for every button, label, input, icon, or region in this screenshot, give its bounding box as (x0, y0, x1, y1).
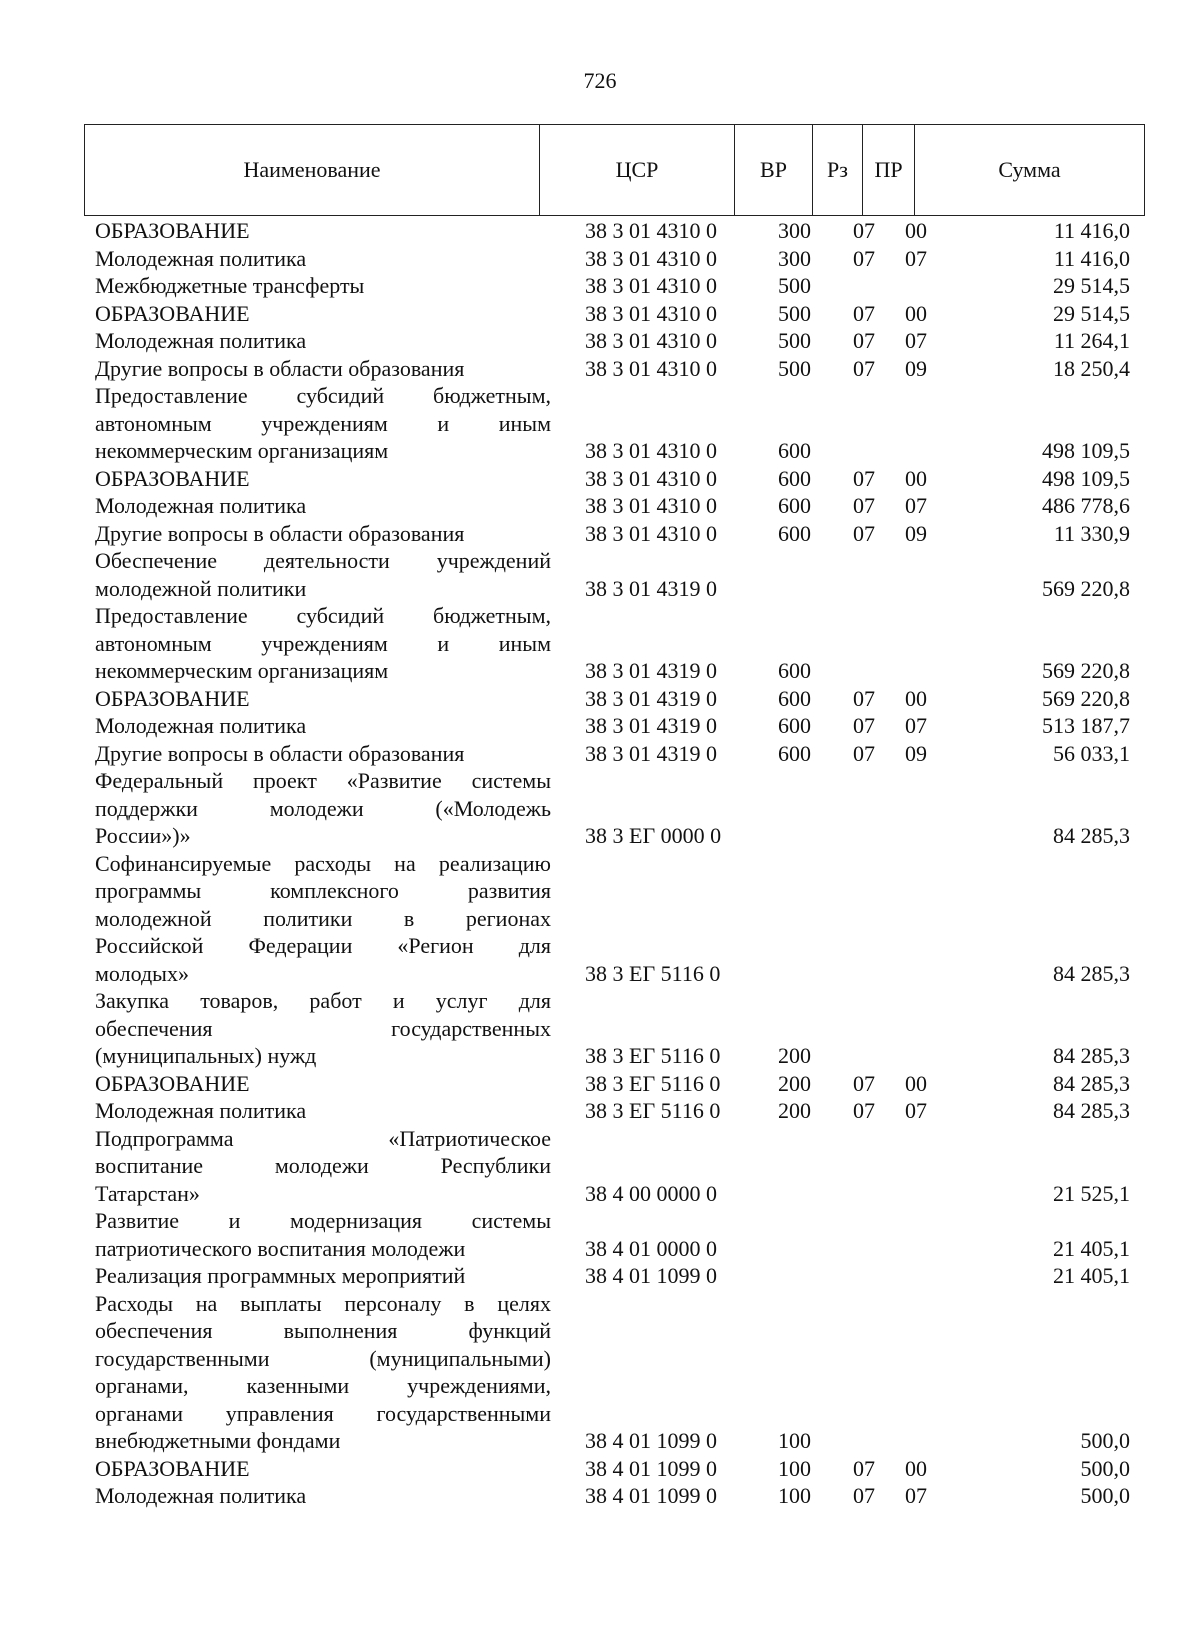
row-pr: 09 (905, 520, 927, 546)
row-name-line: Реализация программных мероприятий (95, 1263, 466, 1288)
row-name (95, 987, 551, 1070)
row-sum: 486 778,6 (1042, 493, 1130, 518)
row-name (95, 1207, 551, 1262)
row-vr: 200 (778, 1070, 811, 1096)
row-name-line: Российской Федерации «Регион для (95, 933, 551, 958)
row-csr: 38 3 01 4319 0 (585, 658, 717, 683)
row-csr: 38 4 01 1099 0 (585, 1455, 717, 1481)
table-row (0, 300, 1200, 328)
row-csr: 38 4 00 0000 0 (585, 1180, 717, 1206)
row-sum: 29 514,5 (1053, 300, 1130, 326)
row-name-line: воспитание молодежи Республики (95, 1153, 551, 1178)
row-name-line: Молодежная политика (95, 1483, 307, 1508)
row-csr: 38 3 01 4310 0 (585, 438, 717, 463)
row-pr: 00 (905, 465, 927, 491)
row-csr: 38 3 ЕГ 0000 0 (585, 823, 722, 848)
row-name (95, 1455, 551, 1483)
row-csr: 38 3 01 4310 0 (585, 245, 717, 271)
row-name-line: молодых» (95, 960, 189, 986)
row-vr: 600 (778, 520, 811, 546)
row-csr: 38 3 01 4319 0 (585, 740, 717, 766)
row-pr: 07 (905, 245, 927, 271)
row-pr: 09 (905, 355, 927, 381)
row-name-line: автономным учреждениям и иным (95, 630, 551, 656)
row-name (95, 685, 551, 713)
row-csr: 38 3 01 4310 0 (585, 328, 717, 353)
row-name-line: некоммерческим организациям (95, 658, 389, 683)
table-row (0, 1482, 1200, 1510)
row-sum: 500,0 (1080, 1428, 1130, 1453)
row-csr: 38 3 ЕГ 5116 0 (585, 1070, 721, 1096)
row-pr: 00 (905, 685, 927, 711)
row-rz: 07 (853, 520, 875, 546)
table-row (0, 520, 1200, 548)
row-vr: 300 (778, 218, 811, 243)
row-name-line: ОБРАЗОВАНИЕ (95, 300, 250, 326)
row-name-line: Подпрограмма «Патриотическое (95, 1125, 551, 1151)
row-name-line: некоммерческим организациям (95, 438, 389, 463)
row-name-line: Другие вопросы в области образования (95, 740, 465, 766)
row-name-line: ОБРАЗОВАНИЕ (95, 1455, 250, 1481)
row-name (95, 327, 551, 355)
row-csr: 38 3 ЕГ 5116 0 (585, 960, 721, 986)
row-csr: 38 3 01 4310 0 (585, 218, 717, 243)
table-row (0, 465, 1200, 493)
table-row (0, 850, 1200, 988)
row-vr: 600 (778, 658, 811, 683)
row-name (95, 850, 551, 988)
row-name-line: Межбюджетные трансферты (95, 273, 365, 298)
row-rz: 07 (853, 1098, 875, 1123)
row-pr: 07 (905, 493, 927, 518)
row-name-line: Софинансируемые расходы на реализацию (95, 850, 551, 876)
row-sum: 21 405,1 (1053, 1235, 1130, 1261)
header-rz: Рз (813, 125, 863, 216)
row-sum: 498 109,5 (1042, 438, 1130, 463)
row-sum: 56 033,1 (1053, 740, 1130, 766)
row-name-line: ОБРАЗОВАНИЕ (95, 218, 250, 243)
row-pr: 00 (905, 1070, 927, 1096)
row-rz: 07 (853, 300, 875, 326)
row-vr: 600 (778, 493, 811, 518)
row-name-line: молодежной политики (95, 575, 307, 601)
row-csr: 38 4 01 1099 0 (585, 1483, 717, 1508)
row-csr: 38 3 01 4319 0 (585, 685, 717, 711)
row-csr: 38 4 01 1099 0 (585, 1263, 717, 1288)
row-name-line: государственными (муниципальными) (95, 1345, 551, 1371)
row-name (95, 767, 551, 850)
row-vr: 600 (778, 465, 811, 491)
table-row (0, 1097, 1200, 1125)
row-name-line: молодежной политики в регионах (95, 905, 551, 931)
row-csr: 38 3 ЕГ 5116 0 (585, 1043, 721, 1068)
row-name (95, 740, 551, 768)
row-vr: 500 (778, 300, 811, 326)
row-name-line: патриотического воспитания молодежи (95, 1235, 466, 1261)
row-sum: 84 285,3 (1053, 1043, 1130, 1068)
page-number: 726 (583, 68, 617, 93)
row-name-line: программы комплексного развития (95, 878, 551, 903)
row-sum: 513 187,7 (1042, 713, 1130, 738)
row-name (95, 245, 551, 273)
row-csr: 38 3 01 4319 0 (585, 575, 717, 601)
header-csr: ЦСР (540, 125, 735, 216)
table-row (0, 602, 1200, 685)
row-csr: 38 3 ЕГ 5116 0 (585, 1098, 721, 1123)
row-sum: 498 109,5 (1042, 465, 1130, 491)
table-row (0, 740, 1200, 768)
row-vr: 200 (778, 1043, 811, 1068)
table-row (0, 547, 1200, 602)
row-vr: 600 (778, 685, 811, 711)
header-name: Наименование (85, 125, 540, 216)
table-row (0, 327, 1200, 355)
row-name (95, 1262, 551, 1290)
row-vr: 600 (778, 740, 811, 766)
row-pr: 07 (905, 1098, 927, 1123)
row-csr: 38 4 01 1099 0 (585, 1428, 717, 1453)
row-vr: 500 (778, 328, 811, 353)
row-name-line: Молодежная политика (95, 493, 307, 518)
table-row (0, 1207, 1200, 1262)
row-name (95, 1070, 551, 1098)
row-csr: 38 3 01 4319 0 (585, 713, 717, 738)
row-sum: 84 285,3 (1053, 1098, 1130, 1123)
row-name (95, 602, 551, 685)
row-rz: 07 (853, 685, 875, 711)
row-sum: 21 405,1 (1053, 1263, 1130, 1288)
row-csr: 38 3 01 4310 0 (585, 355, 717, 381)
row-sum: 500,0 (1080, 1483, 1130, 1508)
row-name (95, 492, 551, 520)
row-vr: 200 (778, 1098, 811, 1123)
row-csr: 38 3 01 4310 0 (585, 273, 717, 298)
row-name-line: органами управления государственными (95, 1400, 551, 1426)
header-vr: ВР (735, 125, 813, 216)
table-row (0, 1290, 1200, 1455)
row-name (95, 217, 551, 245)
row-name-line: России»)» (95, 823, 191, 848)
row-pr: 00 (905, 300, 927, 326)
row-sum: 84 285,3 (1053, 960, 1130, 986)
table-row (0, 712, 1200, 740)
table-row (0, 685, 1200, 713)
row-rz: 07 (853, 245, 875, 271)
row-name-line: Федеральный проект «Развитие системы (95, 768, 551, 793)
row-name-line: Татарстан» (95, 1180, 200, 1206)
table-row (0, 1262, 1200, 1290)
row-name-line: (муниципальных) нужд (95, 1043, 317, 1068)
row-name-line: внебюджетными фондами (95, 1428, 341, 1453)
row-sum: 500,0 (1080, 1455, 1130, 1481)
row-name-line: органами, казенными учреждениями, (95, 1373, 551, 1398)
row-name (95, 1290, 551, 1455)
row-name-line: ОБРАЗОВАНИЕ (95, 685, 250, 711)
row-sum: 29 514,5 (1053, 273, 1130, 298)
row-rz: 07 (853, 740, 875, 766)
row-name (95, 547, 551, 602)
row-csr: 38 3 01 4310 0 (585, 493, 717, 518)
row-csr: 38 3 01 4310 0 (585, 300, 717, 326)
row-vr: 100 (778, 1428, 811, 1453)
row-vr: 500 (778, 355, 811, 381)
row-pr: 09 (905, 740, 927, 766)
row-vr: 100 (778, 1483, 811, 1508)
row-name (95, 300, 551, 328)
row-name-line: Молодежная политика (95, 245, 307, 271)
row-csr: 38 4 01 0000 0 (585, 1235, 717, 1261)
row-name-line: Обеспечение деятельности учреждений (95, 548, 551, 573)
table-row (0, 217, 1200, 245)
row-vr: 600 (778, 713, 811, 738)
table-row (0, 1125, 1200, 1208)
row-name-line: Развитие и модернизация системы (95, 1208, 551, 1233)
row-name (95, 355, 551, 383)
table-body (0, 217, 1200, 1510)
row-sum: 21 525,1 (1053, 1180, 1130, 1206)
row-name-line: автономным учреждениям и иным (95, 410, 551, 436)
row-rz: 07 (853, 355, 875, 381)
table-row (0, 272, 1200, 300)
row-rz: 07 (853, 328, 875, 353)
row-pr: 07 (905, 1483, 927, 1508)
row-name (95, 1482, 551, 1510)
header-pr: ПР (863, 125, 915, 216)
row-name-line: Предоставление субсидий бюджетным, (95, 383, 551, 408)
table-row (0, 355, 1200, 383)
table-row (0, 1455, 1200, 1483)
row-vr: 100 (778, 1455, 811, 1481)
row-name (95, 465, 551, 493)
row-csr: 38 3 01 4310 0 (585, 465, 717, 491)
row-pr: 07 (905, 713, 927, 738)
row-sum: 569 220,8 (1042, 685, 1130, 711)
row-name (95, 520, 551, 548)
row-name (95, 1097, 551, 1125)
row-pr: 00 (905, 218, 927, 243)
row-pr: 00 (905, 1455, 927, 1481)
row-sum: 84 285,3 (1053, 1070, 1130, 1096)
table-row (0, 382, 1200, 465)
row-vr: 600 (778, 438, 811, 463)
row-sum: 569 220,8 (1042, 575, 1130, 601)
row-csr: 38 3 01 4310 0 (585, 520, 717, 546)
row-vr: 500 (778, 273, 811, 298)
header-sum: Сумма (915, 125, 1145, 216)
row-sum: 11 264,1 (1053, 328, 1130, 353)
row-name-line: обеспечения выполнения функций (95, 1318, 551, 1343)
row-name-line: Предоставление субсидий бюджетным, (95, 603, 551, 628)
row-sum: 11 416,0 (1053, 245, 1130, 271)
row-rz: 07 (853, 465, 875, 491)
row-pr: 07 (905, 328, 927, 353)
row-name-line: Молодежная политика (95, 1098, 307, 1123)
row-rz: 07 (853, 1455, 875, 1481)
row-name-line: поддержки молодежи («Молодежь (95, 795, 551, 821)
row-name-line: Другие вопросы в области образования (95, 520, 465, 546)
table-header (84, 124, 1145, 216)
table-row (0, 767, 1200, 850)
row-rz: 07 (853, 1070, 875, 1096)
row-rz: 07 (853, 493, 875, 518)
table-row (0, 492, 1200, 520)
row-vr: 300 (778, 245, 811, 271)
row-name-line: ОБРАЗОВАНИЕ (95, 465, 250, 491)
row-rz: 07 (853, 1483, 875, 1508)
row-name-line: ОБРАЗОВАНИЕ (95, 1070, 250, 1096)
table-row (0, 1070, 1200, 1098)
row-name (95, 272, 551, 300)
row-name-line: Молодежная политика (95, 713, 307, 738)
table-row (0, 987, 1200, 1070)
row-name-line: обеспечения государственных (95, 1015, 551, 1041)
row-sum: 11 416,0 (1053, 218, 1130, 243)
row-sum: 18 250,4 (1053, 355, 1130, 381)
row-name-line: Закупка товаров, работ и услуг для (95, 988, 551, 1013)
row-name-line: Расходы на выплаты персоналу в целях (95, 1290, 551, 1316)
row-sum: 569 220,8 (1042, 658, 1130, 683)
row-name-line: Другие вопросы в области образования (95, 355, 465, 381)
row-rz: 07 (853, 713, 875, 738)
row-name-line: Молодежная политика (95, 328, 307, 353)
row-sum: 11 330,9 (1053, 520, 1130, 546)
row-name (95, 1125, 551, 1208)
table-row (0, 245, 1200, 273)
row-sum: 84 285,3 (1053, 823, 1130, 848)
row-name (95, 382, 551, 465)
row-name (95, 712, 551, 740)
row-rz: 07 (853, 218, 875, 243)
